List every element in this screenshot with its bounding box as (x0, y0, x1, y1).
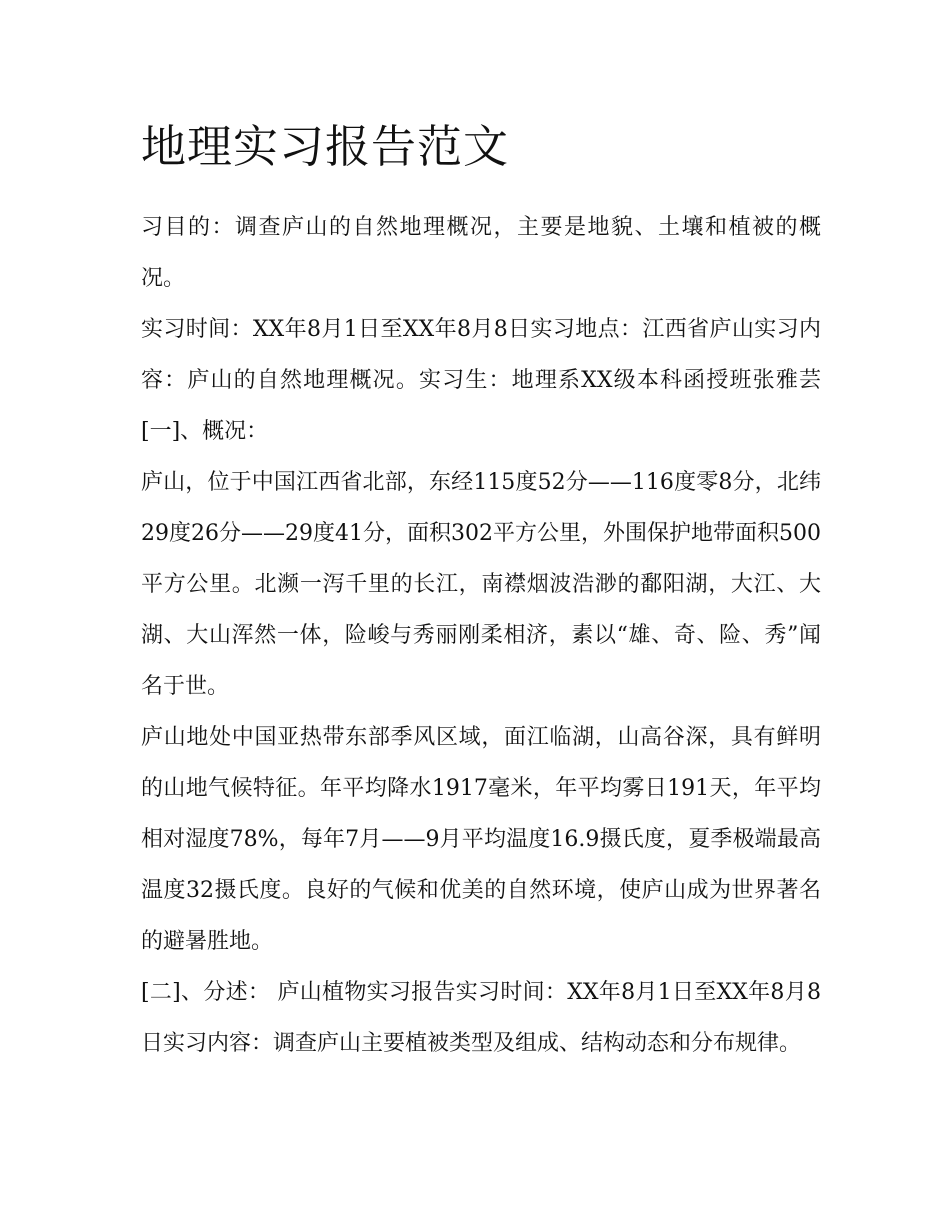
document-body (141, 112, 821, 1069)
document-title: 地理实习报告范文 (141, 120, 510, 173)
paragraph-overview-location: 庐山，位于中国江西省北部，东经115度52分——116度零8分，北纬29度26分——29度41分，面积302平方公里，外围保护地带面积500平方公里。北濒一泻千里的长江，南襟烟波浩渺的鄱阳湖，大江、大湖、大山浑然一体，险峻与秀丽刚柔相济，素以“雄、奇、险、秀”闻名于世。 (141, 470, 821, 699)
paragraph-purpose: 习目的：调查庐山的自然地理概况，主要是地貌、土壤和植被的概况。 (141, 215, 821, 291)
paragraph-section-two: [二]、分述： 庐山植物实习报告实习时间：XX年8月1日至XX年8月8日实习内容：调查庐山主要植被类型及组成、结构动态和分布规律。 (141, 980, 821, 1056)
paragraph-climate: 庐山地处中国亚热带东部季风区域，面江临湖，山高谷深，具有鲜明的山地气候特征。年平均降水1917毫米，年平均雾日191天，年平均相对湿度78%，每年7月——9月平均温度16.9摄氏度，夏季极端最高温度32摄氏度。良好的气候和优美的自然环境，使庐山成为世界著名的避暑胜地。 (141, 725, 821, 954)
paragraph-time-location: 实习时间：XX年8月1日至XX年8月8日实习地点：江西省庐山实习内容：庐山的自然地理概况。实习生：地理系XX级本科函授班张雅芸 [一]、概况： (141, 317, 821, 444)
